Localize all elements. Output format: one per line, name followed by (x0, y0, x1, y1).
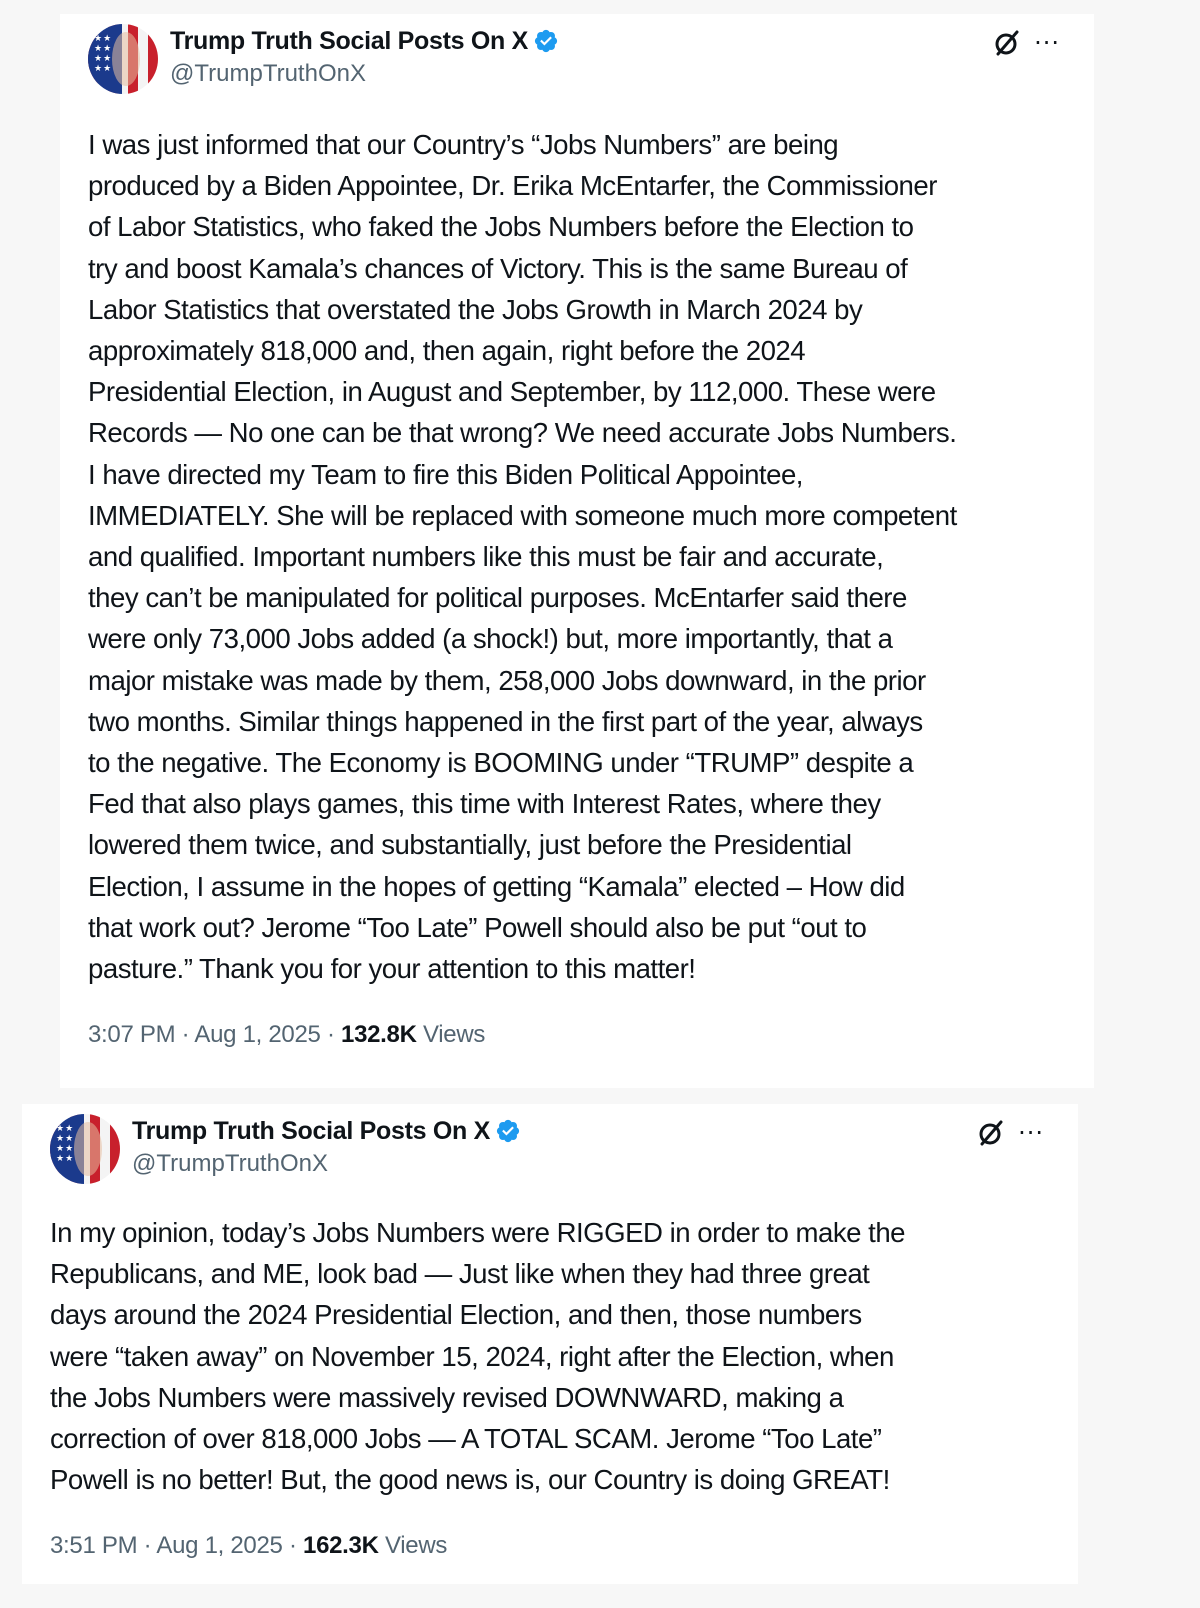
views-label: Views (422, 1021, 486, 1049)
views-count: 132.8K (341, 1021, 417, 1049)
user-handle[interactable]: @TrumpTruthOnX (132, 1150, 328, 1177)
post-text: I was just informed that our Country’s “Jobs Numbers” are being produced by a Biden Appointee, Dr. Erika McEntarfer, the Commissioner of Labor Statistics, who faked the Jobs Numbers before the Election to try and boost Kamala’s chances of Victory. This is the same Bureau of Labor Statistics that overstated the Jobs Growth in March 2024 by approximately 818,000 and, then again, right before the 2024 Presidential Election, in August and September, by 112,000. These were Records — No one can be that wrong? We need accurate Jobs Numbers. I have directed my Team to fire this Biden Political Appointee, IMMEDIATELY. She will be replaced with someone much more competent and qualified. Important numbers like this must be fair and accurate, they can’t be manipulated for political purposes. McEntarfer said there were only 73,000 Jobs added (a shock!) but, more importantly, that a major mistake was made by them, 258,000 Jobs downward, in the prior two months. Similar things happened in the first part of the year, always to the negative. The Economy is BOOMING under “TRUMP” despite a Fed that also plays games, this time with Interest Rates, where they lowered them twice, and substantially, just before the Presidential Election, I assume in the hopes of getting “Kamala” elected – How did that work out? Jerome “Too Late” Powell should also be put “out to pasture.” Thank you for your attention to this matter! (88, 129, 957, 985)
grok-icon[interactable] (992, 28, 1022, 58)
post-card[interactable] (60, 14, 1094, 1088)
post-meta (88, 1021, 1066, 1049)
views-label: Views (384, 1532, 448, 1560)
author-info (170, 26, 559, 88)
post-time[interactable]: 3:51 PM (50, 1532, 138, 1560)
verified-badge-icon (533, 28, 559, 54)
meta-separator: · (181, 1021, 190, 1049)
more-options-icon[interactable]: ··· (1018, 1119, 1044, 1147)
post-meta (50, 1532, 1050, 1560)
author-info (132, 1116, 521, 1178)
post-actions (976, 1118, 1044, 1148)
user-handle[interactable]: @TrumpTruthOnX (170, 60, 366, 87)
verified-badge-icon (495, 1118, 521, 1144)
more-options-icon[interactable]: ··· (1034, 29, 1060, 57)
display-name[interactable]: Trump Truth Social Posts On X (132, 1116, 491, 1145)
views-count: 162.3K (303, 1532, 379, 1560)
post-card[interactable] (22, 1104, 1078, 1584)
avatar[interactable]: ★★ ★★ ★★ ★★ (88, 24, 158, 94)
meta-separator: · (326, 1021, 335, 1049)
post-text: In my opinion, today’s Jobs Numbers were RIGGED in order to make the Republicans, and ME, look bad — Just like when they had three great days around the 2024 Presidential Election, and then, those numbers were “taken away” on November 15, 2024, right after the Election, when the Jobs Numbers were massively revised DOWNWARD, making a correction of over 818,000 Jobs — A TOTAL SCAM. Jerome “Too Late” Powell is no better! But, the good news is, our Country is doing GREAT! (50, 1217, 906, 1496)
meta-separator: · (288, 1532, 297, 1560)
display-name[interactable]: Trump Truth Social Posts On X (170, 26, 529, 55)
post-date[interactable]: Aug 1, 2025 (194, 1021, 321, 1049)
grok-icon[interactable] (976, 1118, 1006, 1148)
avatar[interactable]: ★★ ★★ ★★ ★★ (50, 1114, 120, 1184)
post-actions (992, 28, 1060, 58)
post-date[interactable]: Aug 1, 2025 (156, 1532, 283, 1560)
post-time[interactable]: 3:07 PM (88, 1021, 176, 1049)
post-header (88, 20, 1066, 102)
post-header (50, 1110, 1050, 1192)
meta-separator: · (143, 1532, 152, 1560)
